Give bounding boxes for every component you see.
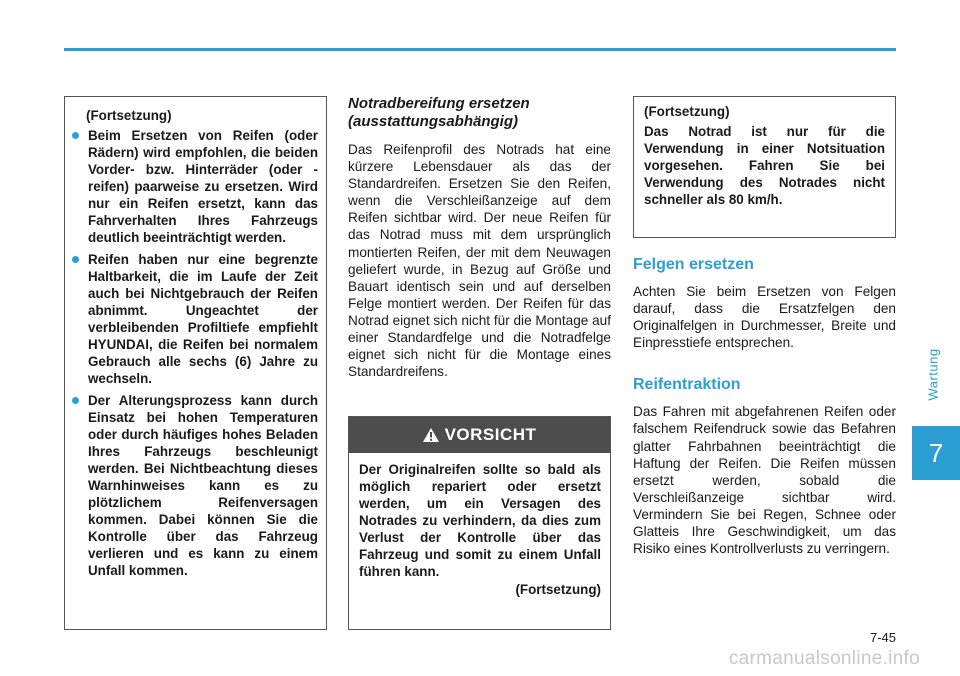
caution-continued-label: (Fortsetzung) bbox=[515, 582, 601, 597]
bullet-item: Der Alterungsprozess kann durch Einsatz bei hohen Temperaturen oder durch häufiges hohes Beladen Ihres Fahrzeugs beschleunigt werden. Bei Nichtbeachtung dieses Warnhinweises kann es zu plötzlichem Reifenversagen kommen. Dabei können Sie die Kontrolle über das Fahrzeug verlieren und es kann zu einem Unfall kommen. bbox=[88, 393, 318, 578]
continued-warning-box bbox=[64, 96, 327, 630]
section-paragraph: Das Reifenprofil des Notrads hat eine kürzere Lebensdauer als das der Standardreifen. Ersetzen Sie den Reifen, wenn die Verschleißanzeige auf dem Reifen sichtbar wird. Der neue Reifen für das Notrad muss mit dem ursprünglich montierten Reifen, der mit dem Neuwagen geliefert wurde, in Bezug auf Größe und Bauart identisch sein und auf derselben Felge montiert werden. Der Reifen für das Notrad eignet sich nicht für die Montage auf einer Standardfelge und die Notradfelge eignet sich nicht für die Montage eines Standardreifens. bbox=[348, 142, 611, 380]
traction-heading: Reifentraktion bbox=[633, 376, 741, 394]
chapter-label-text: Wartung bbox=[925, 348, 941, 401]
caution-continued-text: Das Notrad ist nur für die Verwendung in einer Notsituation vorgesehen. Fahren Sie bei Verwendung des Notrades nicht schneller als 80 km/h. bbox=[644, 124, 885, 207]
traction-paragraph: Das Fahren mit abgefahrenen Reifen oder falschem Reifendruck sowie das Befahren glatter Fahrbahnen beeinträchtigt die Haftung der Reifen. Die Reifen müssen ersetzt werden, sobald die Verschleißanzeige sichtbar wird. Vermindern Sie bei Regen, Schnee oder Glatteis Ihre Geschwindigkeit, um das Risiko eines Kontrollverlusts zu verringern. bbox=[633, 404, 896, 557]
caution-box bbox=[348, 416, 611, 630]
continued-label: (Fortsetzung) bbox=[86, 108, 172, 123]
chapter-side-label bbox=[918, 325, 948, 435]
watermark: carmanualsonline.info bbox=[728, 648, 920, 669]
chapter-number-tab: 7 bbox=[912, 426, 960, 480]
bullet-item: Reifen haben nur eine begrenzte Haltbarkeit, die im Laufe der Zeit auch bei Nichtgebrauch der Reifen abnimmt. Ungeachtet der verbleibenden Profiltiefe empfiehlt HYUNDAI, die Reifen bei normalem Gebrauch alle sechs (6) Jahre zu wechseln. bbox=[88, 252, 318, 386]
continued-label: (Fortsetzung) bbox=[644, 104, 730, 119]
bullet-item: Beim Ersetzen von Reifen (oder Rädern) wird empfohlen, die beiden Vorder- bzw. Hinterräder (oder -reifen) paarweise zu ersetzen. Wird nur ein Reifen ersetzt, kann das Fahrverhalten Ihres Fahrzeugs deutlich beeinträchtigt werden. bbox=[88, 128, 318, 245]
spare-tire-section bbox=[348, 95, 611, 380]
continued-caution-box bbox=[633, 96, 896, 238]
rims-paragraph: Achten Sie beim Ersetzen von Felgen darauf, dass die Ersatzfelgen den Originalfelgen in Durchmesser, Breite und Einpresstiefe entsprechen. bbox=[633, 284, 896, 351]
rims-heading: Felgen ersetzen bbox=[633, 256, 754, 273]
page-number: 7-45 bbox=[869, 630, 896, 645]
header-rule bbox=[64, 48, 896, 51]
caution-text: Der Originalreifen sollte so bald als möglich repariert oder ersetzt werden, um ein Versagen des Notrades zu verhindern, da dies zum Verlust der Kontrolle über das Fahrzeug und somit zu einem Unfall führen kann. bbox=[359, 462, 601, 579]
bullet-list bbox=[86, 127, 318, 579]
warning-triangle-icon bbox=[423, 428, 439, 442]
rims-traction-section bbox=[633, 255, 896, 557]
section-heading: Notradbereifung ersetzen (ausstattungsabhängig) bbox=[348, 95, 530, 130]
caution-title: VORSICHT bbox=[444, 425, 537, 444]
caution-header bbox=[349, 417, 610, 453]
caution-body bbox=[349, 453, 610, 604]
